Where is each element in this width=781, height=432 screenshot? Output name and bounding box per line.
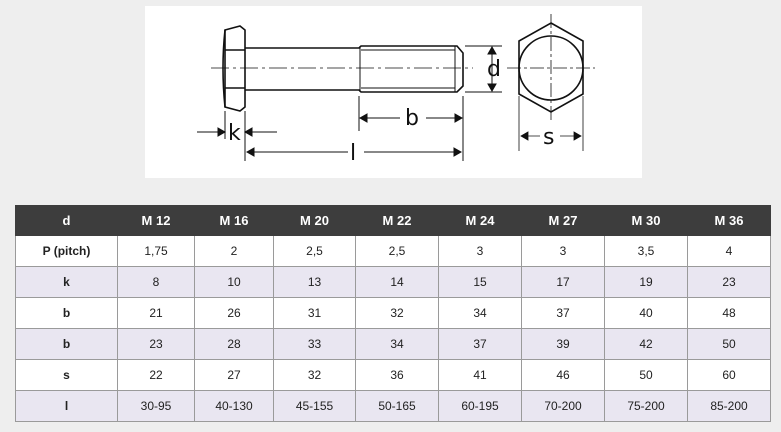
table-cell: 19 <box>605 267 688 298</box>
table-cell: 10 <box>195 267 274 298</box>
header-cell: d <box>16 206 118 236</box>
table-cell: 75-200 <box>605 391 688 422</box>
header-cell: M 36 <box>688 206 771 236</box>
table-cell: 50 <box>605 360 688 391</box>
table-cell: 32 <box>274 360 356 391</box>
table-cell: 4 <box>688 236 771 267</box>
table-cell: 60 <box>688 360 771 391</box>
table-cell: 32 <box>356 298 439 329</box>
table-cell: 13 <box>274 267 356 298</box>
bolt-diagram <box>145 6 642 178</box>
table-cell: 23 <box>688 267 771 298</box>
table-row <box>16 391 771 422</box>
label-k: k <box>228 121 241 146</box>
table-cell: 37 <box>439 329 522 360</box>
table-cell: 17 <box>522 267 605 298</box>
header-cell: M 22 <box>356 206 439 236</box>
table-cell: 34 <box>439 298 522 329</box>
table-cell: 31 <box>274 298 356 329</box>
table-cell: 8 <box>118 267 195 298</box>
table-row <box>16 298 771 329</box>
bolt-head <box>225 26 245 111</box>
header-cell: M 24 <box>439 206 522 236</box>
header-cell: M 20 <box>274 206 356 236</box>
table-cell: 40 <box>605 298 688 329</box>
table-cell: 33 <box>274 329 356 360</box>
label-s: s <box>543 125 555 150</box>
table-cell: 15 <box>439 267 522 298</box>
table-cell: 46 <box>522 360 605 391</box>
bolt-shank <box>245 46 463 92</box>
table-cell: 70-200 <box>522 391 605 422</box>
table-header-row <box>16 206 771 236</box>
header-cell: M 16 <box>195 206 274 236</box>
table-cell: 50-165 <box>356 391 439 422</box>
bolt-spec-table <box>15 205 771 422</box>
table-cell: 27 <box>195 360 274 391</box>
table-cell: 50 <box>688 329 771 360</box>
table-cell: 23 <box>118 329 195 360</box>
table-cell: 14 <box>356 267 439 298</box>
table-cell: 45-155 <box>274 391 356 422</box>
table-cell: 36 <box>356 360 439 391</box>
table-cell: 2,5 <box>356 236 439 267</box>
table-cell: 39 <box>522 329 605 360</box>
table-cell: 40-130 <box>195 391 274 422</box>
table-cell: 37 <box>522 298 605 329</box>
table-cell: 42 <box>605 329 688 360</box>
table-cell: 1,75 <box>118 236 195 267</box>
label-d: d <box>487 57 501 82</box>
table-cell: 3 <box>439 236 522 267</box>
row-label: b <box>16 298 118 329</box>
row-label: s <box>16 360 118 391</box>
table-row <box>16 267 771 298</box>
table-cell: 41 <box>439 360 522 391</box>
table-cell: 34 <box>356 329 439 360</box>
table-cell: 48 <box>688 298 771 329</box>
table-cell: 26 <box>195 298 274 329</box>
label-l: l <box>350 141 357 166</box>
row-label: P (pitch) <box>16 236 118 267</box>
table-cell: 30-95 <box>118 391 195 422</box>
row-label: k <box>16 267 118 298</box>
table-cell: 85-200 <box>688 391 771 422</box>
bolt-drawing <box>145 6 642 178</box>
table-cell: 60-195 <box>439 391 522 422</box>
table-cell: 2 <box>195 236 274 267</box>
table-cell: 2,5 <box>274 236 356 267</box>
header-cell: M 30 <box>605 206 688 236</box>
table-cell: 3,5 <box>605 236 688 267</box>
row-label: b <box>16 329 118 360</box>
table-cell: 22 <box>118 360 195 391</box>
table-row <box>16 236 771 267</box>
table-row <box>16 329 771 360</box>
table-cell: 21 <box>118 298 195 329</box>
header-cell: M 12 <box>118 206 195 236</box>
table-row <box>16 360 771 391</box>
row-label: l <box>16 391 118 422</box>
header-cell: M 27 <box>522 206 605 236</box>
table-cell: 3 <box>522 236 605 267</box>
table-cell: 28 <box>195 329 274 360</box>
label-b: b <box>405 106 419 131</box>
